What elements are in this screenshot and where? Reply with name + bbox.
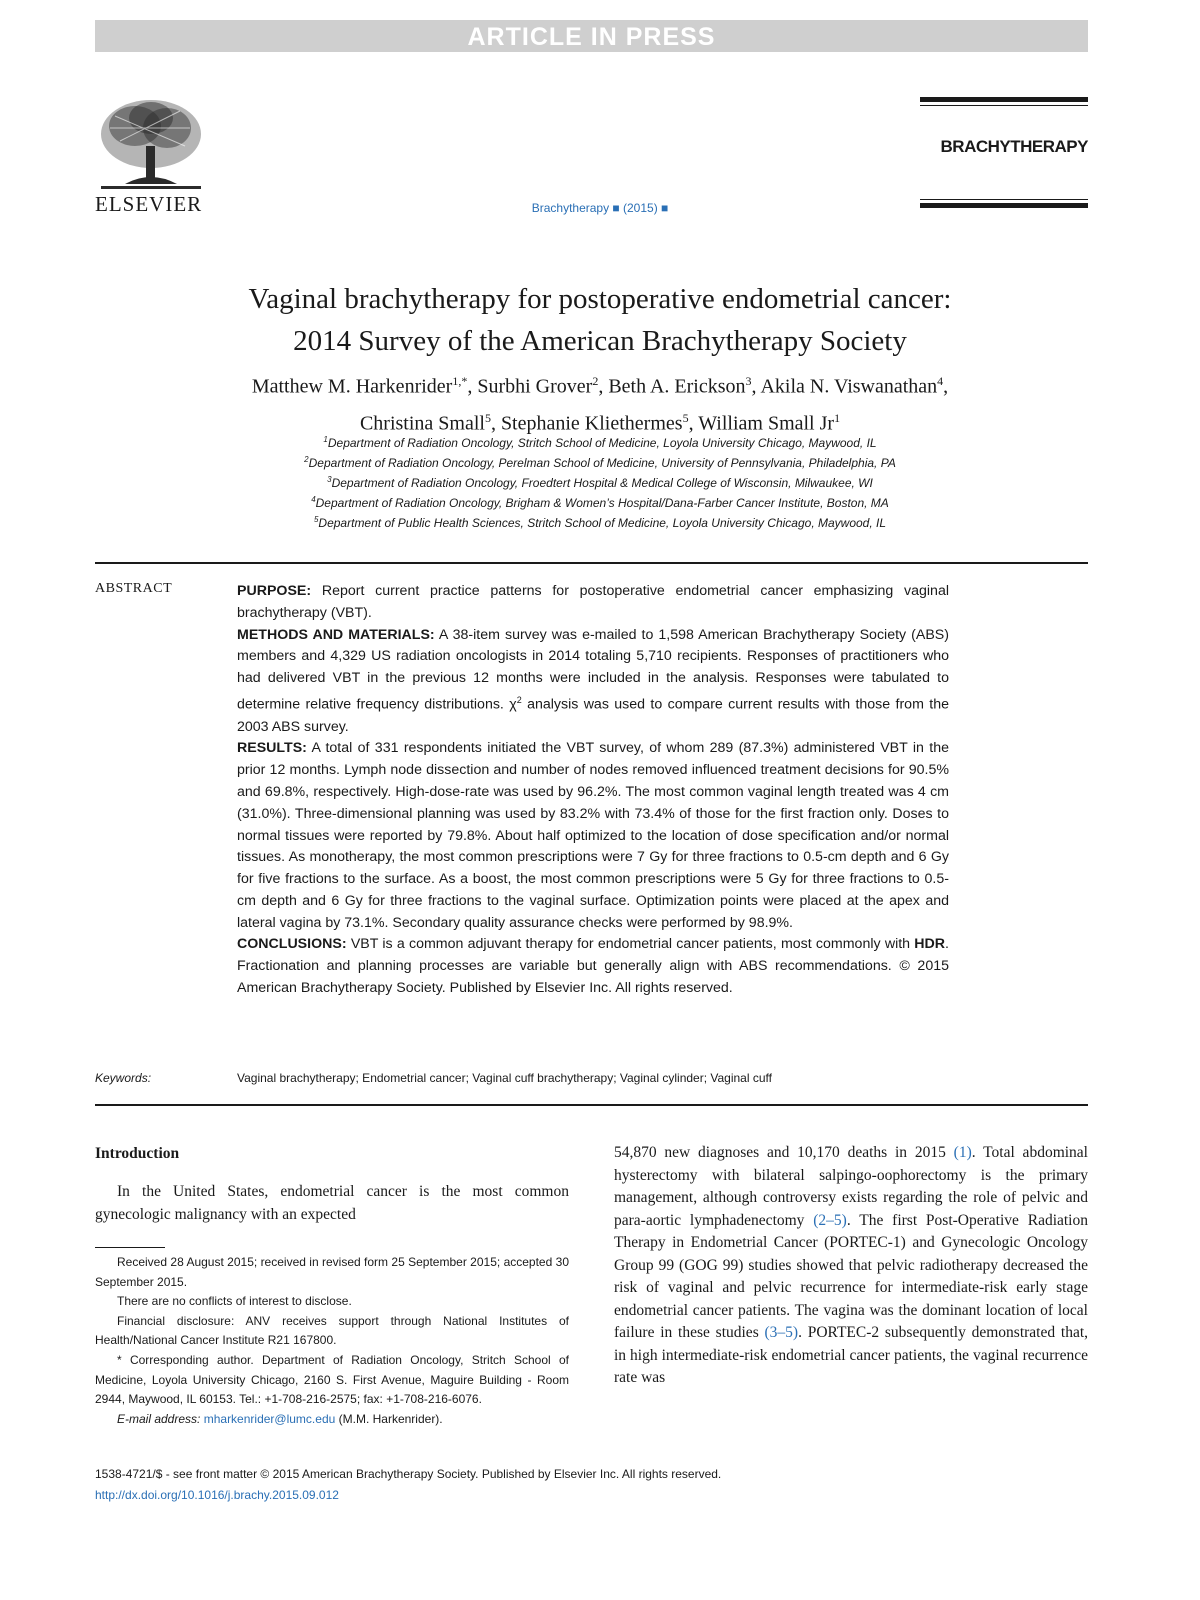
affiliation-number: 1 <box>323 435 328 444</box>
author-name[interactable]: Stephanie Kliethermes <box>500 412 683 435</box>
section-heading-introduction: Introduction <box>95 1145 180 1162</box>
author-sup[interactable]: 5 <box>484 410 491 425</box>
affiliation-text: Department of Radiation Oncology, Froedtert Hospital & Medical College of Wisconsin, Milwaukee, WI <box>331 476 873 490</box>
footnote-email <box>95 1410 569 1430</box>
author-sup[interactable]: 1 <box>834 410 841 425</box>
chi-square-sup: 2 <box>516 694 522 705</box>
abstract-top-rule <box>95 562 1088 564</box>
keywords-list: Vaginal brachytherapy; Endometrial cancer; Vaginal cuff brachytherapy; Vaginal cylinder; Vaginal cuff <box>237 1071 772 1085</box>
author-separator: , <box>490 412 501 435</box>
intro-text: . The first Post-Operative Radiation Therapy in Endometrial Cancer (PORTEC-1) and Gynecologic Oncology Group 99 (GOG 99) studies showed that pelvic radiotherapy decreased the risk of vaginal and pelvic recurrence for intermediate-risk early stage endometrial cancer patients. The vagina was the dominant location of local failure in these studies <box>614 1211 1088 1341</box>
footnote-conflicts: There are no conflicts of interest to disclose. <box>117 1294 352 1309</box>
author-sup[interactable]: 4 <box>937 374 944 388</box>
affiliation-number: 5 <box>313 515 319 524</box>
email-link[interactable]: mharkenrider@lumc.edu <box>203 1411 336 1426</box>
publisher-name: ELSEVIER <box>95 192 203 216</box>
article-in-press-banner: ARTICLE IN PRESS <box>95 20 1088 52</box>
methods-label: METHODS AND MATERIALS: <box>237 626 435 643</box>
reference-link[interactable]: (2–5) <box>813 1211 847 1229</box>
author-separator: , <box>598 375 609 398</box>
author-name[interactable]: Surbhi Grover <box>477 375 593 398</box>
abstract-label: ABSTRACT <box>95 581 173 596</box>
header-rule-bottom-thin <box>920 199 1088 200</box>
author-name[interactable]: Matthew M. Harkenrider <box>251 375 453 398</box>
footnote-financial: Financial disclosure: ANV receives support through National Institutes of Health/National Cancer Institute R21 167800. <box>95 1313 569 1348</box>
header-rule-top <box>920 97 1088 102</box>
abstract-body <box>237 581 949 1000</box>
methods-text: A 38-item survey was e-mailed to 1,598 American Brachytherapy Society (ABS) members and 4,329 US radiation oncologists in 2014 totaling 5,710 recipients. Responses of practitioners who had delivered VBT in the previous 12 months were included in the analysis. Responses were tabulated to determine relative frequency distributions. χ <box>237 626 949 713</box>
email-suffix: (M.M. Harkenrider). <box>335 1411 443 1426</box>
footnote-received: Received 28 August 2015; received in revised form 25 September 2015; accepted 30 September 2015. <box>95 1255 569 1289</box>
keywords-label: Keywords: <box>95 1071 152 1085</box>
results-label: RESULTS: <box>237 740 307 757</box>
reference-link[interactable]: (3–5) <box>764 1324 799 1341</box>
intro-text: . Total abdominal hysterectomy with bilateral salpingo-oophorectomy is the primary management, although controversy exists regarding the role of pelvic and para-aortic lymphadenectomy <box>614 1144 1088 1229</box>
author-sup[interactable]: 3 <box>745 374 752 388</box>
title-line-2: 2014 Survey of the American Brachytherapy Society <box>293 325 907 357</box>
author-name[interactable]: Beth A. Erickson <box>608 375 746 398</box>
methods-text-cont: analysis was used to compare current results with those from the 2003 ABS survey. <box>237 696 949 735</box>
reference-link[interactable]: (1) <box>953 1144 972 1161</box>
conclusions-hdr: HDR <box>914 936 946 953</box>
conclusions-text: VBT is a common adjuvant therapy for endometrial cancer patients, most commonly with <box>350 936 915 953</box>
conclusions-text-cont: . Fractionation and planning processes are variable but generally align with ABS recommendations. © 2015 American Brachytherapy Society. Published by Elsevier Inc. All rights reserved. <box>237 936 949 997</box>
author-separator: , <box>751 375 761 398</box>
affiliation-number: 3 <box>327 475 332 484</box>
intro-text: . PORTEC-2 subsequently demonstrated that, in high intermediate-risk endometrial cancer patients, the vaginal recurrence rate was <box>614 1324 1089 1386</box>
abstract-conclusions <box>237 934 949 999</box>
affiliation-text: Department of Radiation Oncology, Stritch School of Medicine, Loyola University Chicago, Maywood, IL <box>327 436 877 450</box>
author-sup[interactable]: 1,* <box>452 374 468 388</box>
footnote-rule <box>95 1247 165 1248</box>
author-sup[interactable]: 2 <box>592 374 599 388</box>
author-separator: , <box>943 375 949 398</box>
article-title <box>100 278 1100 362</box>
conclusions-label: CONCLUSIONS: <box>237 936 347 953</box>
purpose-label: PURPOSE: <box>237 583 312 599</box>
affiliation-text: Department of Public Health Sciences, Stritch School of Medicine, Loyola University Chicago, Maywood, IL <box>318 516 887 530</box>
intro-right-paragraph <box>614 1142 1088 1390</box>
affiliation-text: Department of Radiation Oncology, Perelman School of Medicine, University of Pennsylvania, Philadelphia, PA <box>308 456 896 470</box>
intro-text: 54,870 new diagnoses and 10,170 deaths in 2015 <box>614 1144 954 1161</box>
author-sup[interactable]: 5 <box>682 410 689 425</box>
author-separator: , <box>467 375 478 398</box>
journal-name: BRACHYTHERAPY <box>940 137 1088 156</box>
abstract-bottom-rule <box>95 1104 1088 1106</box>
results-text: A total of 331 respondents initiated the VBT survey, of whom 289 (87.3%) administered VBT in the prior 12 months. Lymph node dissection and number of nodes removed influenced treatment decisions for 90.5% and 69.8%, respectively. High-dose-rate was used by 96.2%. The most common vaginal length treated was 4 cm (31.0%). Three-dimensional planning was used by 83.2% with 73.4% of those for the first fraction only. Doses to normal tissues were reported by 79.8%. About half optimized to the location of dose specification and/or normal tissues. As monotherapy, the most common prescriptions were 7 Gy for three fractions to 0.5-cm depth and 6 Gy for five fractions to the surface. As a boost, the most common prescriptions were 5 Gy for three fractions to 0.5-cm depth and 6 Gy for three fractions to the vaginal surface. Optimization points were placed at the apex and lateral vagina by 73.1%. Secondary quality assurance checks were performed by 98.9%. <box>237 740 949 931</box>
affiliation <box>100 510 1100 533</box>
author-name[interactable]: Akila N. Viswanathan <box>760 375 938 398</box>
purpose-text: Report current practice patterns for postoperative endometrial cancer emphasizing vaginal brachytherapy (VBT). <box>237 583 949 621</box>
journal-citation[interactable]: Brachytherapy ■ (2015) ■ <box>531 201 669 215</box>
author-list <box>100 366 1100 439</box>
author-separator: , <box>688 412 699 435</box>
intro-left-paragraph: In the United States, endometrial cancer is the most common gynecologic malignancy with an expected <box>95 1183 569 1223</box>
affiliation-number: 4 <box>311 495 316 504</box>
author-name[interactable]: William Small Jr <box>698 412 835 435</box>
abstract-results <box>237 738 949 934</box>
email-label: E-mail address: <box>117 1411 201 1426</box>
affiliation-number: 2 <box>304 455 309 464</box>
affiliation-text: Department of Radiation Oncology, Brigham & Women’s Hospital/Dana-Farber Cancer Institute, Boston, MA <box>315 496 889 510</box>
header-rule-top-thin <box>920 105 1088 106</box>
title-line-1: Vaginal brachytherapy for postoperative endometrial cancer: <box>248 283 952 315</box>
author-name[interactable]: Christina Small <box>359 412 485 435</box>
copyright-line: 1538-4721/$ - see front matter © 2015 American Brachytherapy Society. Published by Elsevier Inc. All rights reserved. <box>95 1467 722 1481</box>
footnotes <box>95 1253 569 1429</box>
footnote-corresponding: * Corresponding author. Department of Radiation Oncology, Stritch School of Medicine, Loyola University Chicago, 2160 S. First Avenue, Maguire Building - Room 2944, Maywood, IL 60153. Tel.: +1-708-216-2575; fax: +1-708-216-6076. <box>95 1352 569 1407</box>
abstract-purpose <box>237 581 949 625</box>
abstract-methods <box>237 625 949 739</box>
doi-link[interactable]: http://dx.doi.org/10.1016/j.brachy.2015.09.012 <box>95 1488 339 1502</box>
